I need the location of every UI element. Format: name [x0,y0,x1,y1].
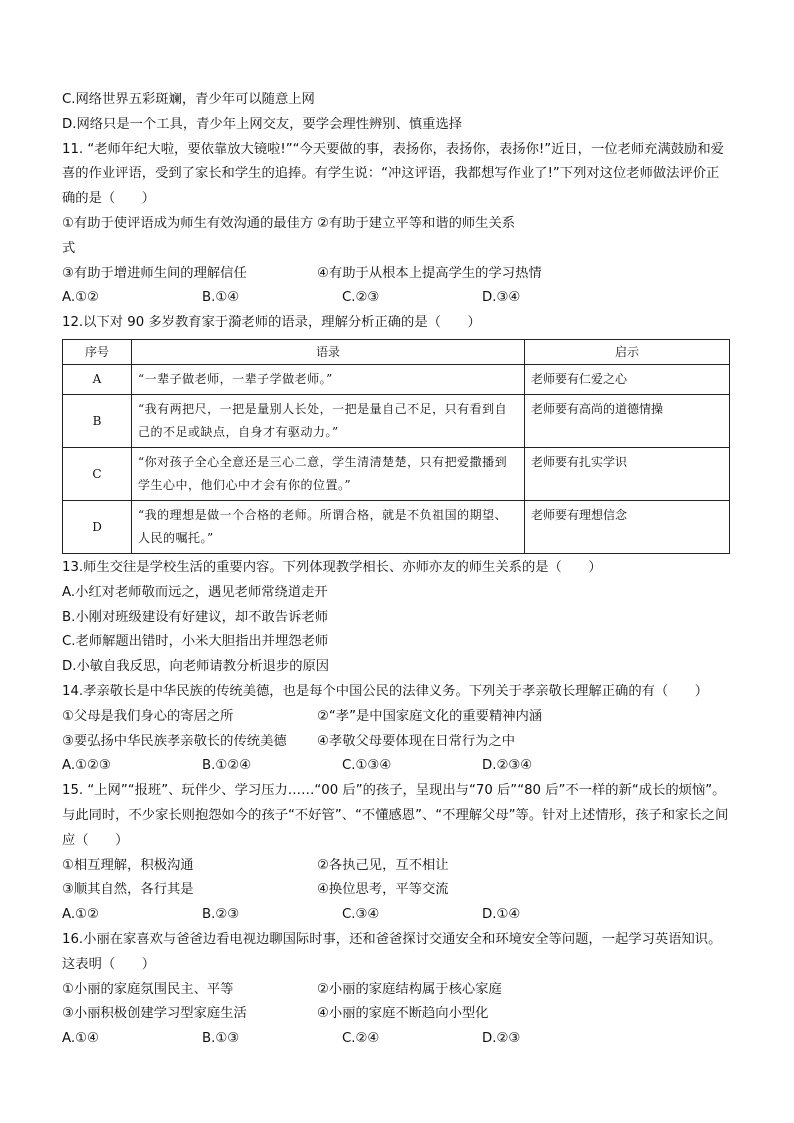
choice-d: D.③④ [482,290,521,306]
choice-d: D.②③ [482,1031,521,1047]
choice-b: B.①④ [202,290,240,306]
row-quote: “你对孩子全心全意还是三心二意，学生清清楚楚，只有把爱撒播到学生心中，他们心中才会有你的位置。” [132,447,525,500]
choice-b: B.①③ [202,1031,240,1047]
statement-1: ①父母是我们身心的寄居之所 [62,708,234,724]
table-header-row [63,339,730,364]
row-id: B [63,394,132,447]
question-11-choices [62,286,732,311]
statement-3: ③要弘扬中华民族孝亲敬长的传统美德 [62,733,287,749]
choice-a: A.①②③ [62,758,111,774]
choice-c: C.③④ [342,907,380,923]
choice-a: A.①② [62,290,99,306]
statement-2: ②有助于建立平等和谐的师生关系 [317,215,516,231]
row-quote: “我有两把尺，一把是量别人长处，一把是量自己不足，只有看到自己的不足或缺点，自身才有驱动力。” [132,394,525,447]
question-13-stem: 13.师生交往是学校生活的重要内容。下列体现教学相长、亦师亦友的师生关系的是（ ） [62,559,602,575]
question-15-statements-row2 [62,878,732,903]
statement-4: ④换位思考，平等交流 [317,882,449,898]
question-11-stem: 11. “老师年纪大啦，要依靠放大镜啦!”“今天要做的事，表扬你，表扬你，表扬你!”近日，一位老师充满鼓励和爱喜的作业评语，受到了家长和学生的追捧。有学生说：“冲这评语，我都想写作业了!”下列对这位老师做法评价正确的是（ ） [62,141,724,207]
choice-a: A.小红对老师敬而远之，遇见老师常绕道走开 [62,584,328,600]
choice-d: D.①④ [482,907,521,923]
choice-b: B.小刚对班级建设有好建议，却不敢告诉老师 [62,609,328,625]
quote-table [62,339,730,554]
row-tip: 老师要有扎实学识 [525,447,730,500]
table-row [63,447,730,500]
choice-a: A.①④ [62,1031,99,1047]
question-14-stem: 14.孝亲敬长是中华民族的传统美德，也是每个中国公民的法律义务。下列关于孝亲敬长理解正确的有（ ） [62,683,709,699]
exam-page [62,88,732,1052]
choice-b: B.①②④ [202,758,252,774]
question-15-stem: 15. “上网”“报班”、玩伴少、学习压力……“00 后”的孩子，呈现出与“70 后”“80 后”不一样的新“成长的烦恼”。与此同时，不少家长则抱怨如今的孩子“不好管”、“不懂感恩”、“不理解父母”等。针对上述情形，孩子和家长之间应（ ） [62,783,729,848]
row-id: A [63,364,132,394]
table-row [63,364,730,394]
header-quote: 语录 [132,339,525,364]
option-d-q10: D.网络只是一个工具，青少年上网交友，要学会理性辨别、慎重选择 [62,116,463,132]
header-tip: 启示 [525,339,730,364]
statement-4: ④有助于从根本上提高学生的学习热情 [317,265,542,281]
choice-c: C.①③④ [342,758,392,774]
statement-3: ③有助于增进师生间的理解信任 [62,265,247,281]
choice-c: C.②④ [342,1031,380,1047]
question-14-choices [62,754,732,779]
header-id: 序号 [63,339,132,364]
question-11-statements-row2 [62,262,732,287]
question-15-choices [62,903,732,928]
choice-c: C.老师解题出错时，小米大胆指出并埋怨老师 [62,634,329,650]
row-tip: 老师要有高尚的道德情操 [525,394,730,447]
row-quote: “一辈子做老师，一辈子学做老师。” [132,364,525,394]
row-tip: 老师要有理想信念 [525,500,730,553]
option-c-q10: C.网络世界五彩斑斓，青少年可以随意上网 [62,92,315,107]
statement-3: ③小丽积极创建学习型家庭生活 [62,1006,247,1022]
question-11-statements-row1 [62,212,732,262]
choice-b: B.②③ [202,907,240,923]
statement-1: ①有助于使评语成为师生有效沟通的最佳方式 [62,215,314,256]
table-row [63,394,730,447]
row-id: D [63,500,132,553]
statement-3: ③顺其自然，各行其是 [62,882,194,898]
row-quote: “我的理想是做一个合格的老师。所谓合格，就是不负祖国的期望、人民的嘱托。” [132,500,525,553]
question-12-stem: 12.以下对 90 多岁教育家于漪老师的语录，理解分析正确的是（ ） [62,315,481,331]
statement-4: ④小丽的家庭不断趋向小型化 [317,1006,489,1022]
choice-a: A.①② [62,907,99,923]
statement-2: ②“孝”是中国家庭文化的重要精神内涵 [317,708,543,724]
table-row [63,500,730,553]
question-16-stem: 16.小丽在家喜欢与爸爸边看电视边聊国际时事，还和爸爸探讨交通安全和环境安全等问题，一起学习英语知识。这表明（ ） [62,931,722,972]
choice-c: C.②③ [342,290,380,306]
question-14-statements-row1 [62,705,732,730]
statement-4: ④孝敬父母要体现在日常行为之中 [317,733,516,749]
row-tip: 老师要有仁爱之心 [525,364,730,394]
choice-d: D.小敏自我反思，向老师请教分析退步的原因 [62,659,330,675]
statement-2: ②小丽的家庭结构属于核心家庭 [317,981,502,997]
statement-1: ①相互理解，积极沟通 [62,857,194,873]
statement-1: ①小丽的家庭氛围民主、平等 [62,981,234,997]
statement-2: ②各执己见，互不相让 [317,857,449,873]
question-16-choices [62,1027,732,1052]
choice-d: D.②③④ [482,758,533,774]
row-id: C [63,447,132,500]
question-14-statements-row2 [62,730,732,755]
question-15-statements-row1 [62,854,732,879]
question-16-statements-row1 [62,978,732,1003]
question-16-statements-row2 [62,1002,732,1027]
